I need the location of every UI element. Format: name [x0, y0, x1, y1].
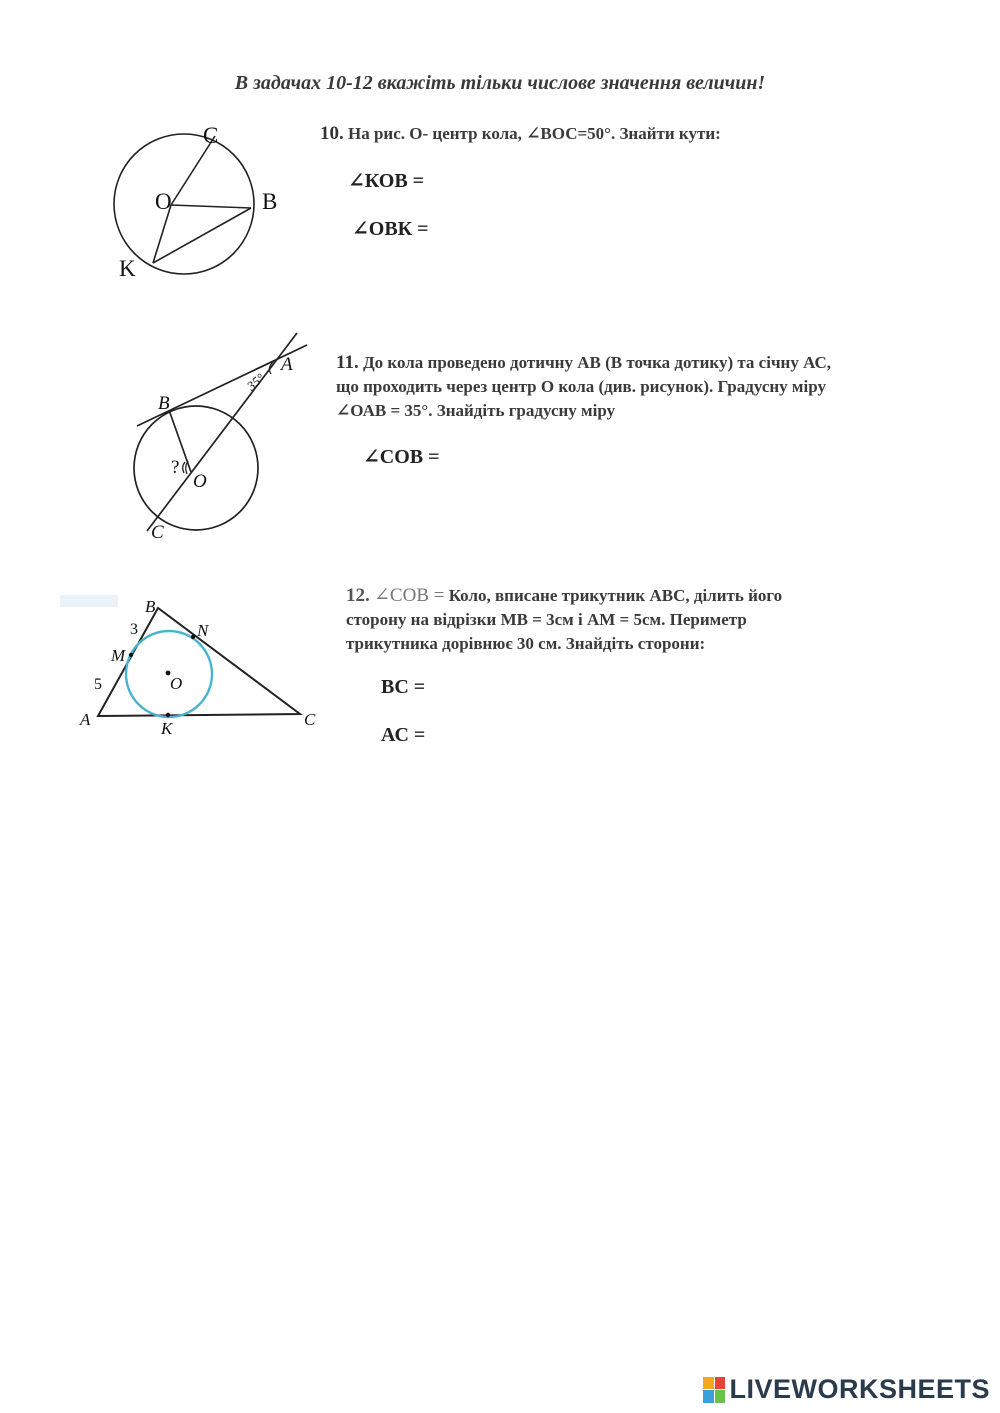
q10-answer-obk-input[interactable] — [434, 219, 524, 241]
liveworksheets-logo — [703, 1374, 990, 1405]
q10-circle — [114, 134, 254, 274]
q10-answer-kob-input[interactable] — [429, 171, 519, 193]
q11-answer-cob — [363, 444, 535, 469]
q11-secant-ac — [147, 333, 297, 531]
q11-circle — [134, 406, 258, 530]
q12-answer-bc-label: ВС = — [381, 676, 426, 698]
q12-label-b: B — [145, 597, 156, 616]
q12-label-mb: 3 — [130, 621, 138, 638]
q11-number: 11. — [336, 352, 359, 373]
q11-line-2: що проходить через центр О кола (див. рисунок). Градусну міру — [336, 377, 826, 396]
q10-label-c: C — [203, 123, 219, 148]
q12-text-1: Коло, вписане трикутник АВС, ділить його — [448, 586, 783, 605]
q12-line-3: трикутника дорівнює 30 см. Знайдіть сторони: — [346, 634, 706, 653]
q10-label-b: B — [262, 189, 278, 214]
q12-answer-ac — [381, 724, 520, 747]
logo-text: LIVEWORKSHEETS — [729, 1374, 990, 1404]
q11-text-1: До кола проведено дотичну АВ (В точка дотику) та січну АС, — [362, 353, 832, 372]
q12-scan-smudge — [60, 595, 118, 607]
q12-prefix: ∠СОВ = — [374, 585, 445, 606]
q10-number: 10. — [320, 123, 344, 144]
q12-answer-ac-input[interactable] — [430, 725, 520, 747]
q12-number: 12. — [346, 585, 370, 606]
logo-square-3 — [703, 1390, 714, 1403]
q12-line-2: сторону на відрізки МВ = 3см і АМ = 5см. Периметр — [346, 610, 747, 629]
q11-label-q: ? — [171, 457, 180, 478]
q12-point-m — [129, 653, 133, 657]
q12-line-1 — [346, 584, 966, 608]
q10-answer-obk — [352, 216, 524, 241]
q12-label-o: O — [170, 674, 183, 693]
q12-answer-ac-label: АС = — [381, 724, 426, 746]
q12-label-n: N — [197, 621, 209, 640]
q12-label-k: K — [161, 719, 173, 738]
q12-question — [346, 584, 966, 656]
logo-square-2 — [715, 1377, 726, 1390]
instruction-heading: В задачах 10-12 вкажіть тільки числове значення величин! — [234, 72, 766, 94]
q10-label-o: O — [155, 189, 172, 214]
q11-figure — [125, 330, 320, 545]
q10-label-k: K — [119, 256, 136, 281]
q11-label-angle: 35° — [243, 370, 268, 394]
q11-angle-arc-o — [183, 462, 185, 473]
q12-point-n — [191, 635, 195, 639]
q11-answer-cob-input[interactable] — [445, 447, 535, 469]
q10-text: На рис. О- центр кола, ∠ВОС=50°. Знайти кути: — [348, 124, 721, 143]
q10-question — [320, 122, 721, 146]
q11-label-a: A — [281, 354, 293, 375]
q10-radius-ob — [171, 205, 251, 208]
q10-answer-obk-label: ∠ОВК = — [352, 218, 429, 240]
q12-label-m: M — [111, 646, 126, 665]
q12-answer-bc-input[interactable] — [430, 677, 520, 699]
q12-label-am: 5 — [94, 676, 102, 693]
q12-label-c: C — [304, 710, 316, 729]
q12-figure — [60, 592, 330, 742]
q12-label-a: A — [80, 710, 91, 729]
q10-figure — [105, 118, 310, 288]
q11-label-b: B — [158, 393, 170, 414]
q12-point-k — [166, 713, 170, 717]
q10-answer-kob — [348, 168, 519, 193]
logo-square-4 — [715, 1390, 726, 1403]
q11-label-c: C — [151, 522, 164, 543]
logo-badge-icon — [703, 1377, 725, 1403]
q11-question — [336, 351, 956, 423]
q11-line-3: ∠ОАВ = 35°. Знайдіть градусну міру — [336, 401, 616, 420]
q12-answer-bc — [381, 676, 520, 699]
logo-square-1 — [703, 1377, 714, 1390]
q11-label-o: O — [193, 471, 207, 492]
q11-answer-cob-label: ∠СОВ = — [363, 446, 440, 468]
q10-answer-kob-label: ∠КОВ = — [348, 170, 425, 192]
q11-line-1 — [336, 351, 956, 375]
